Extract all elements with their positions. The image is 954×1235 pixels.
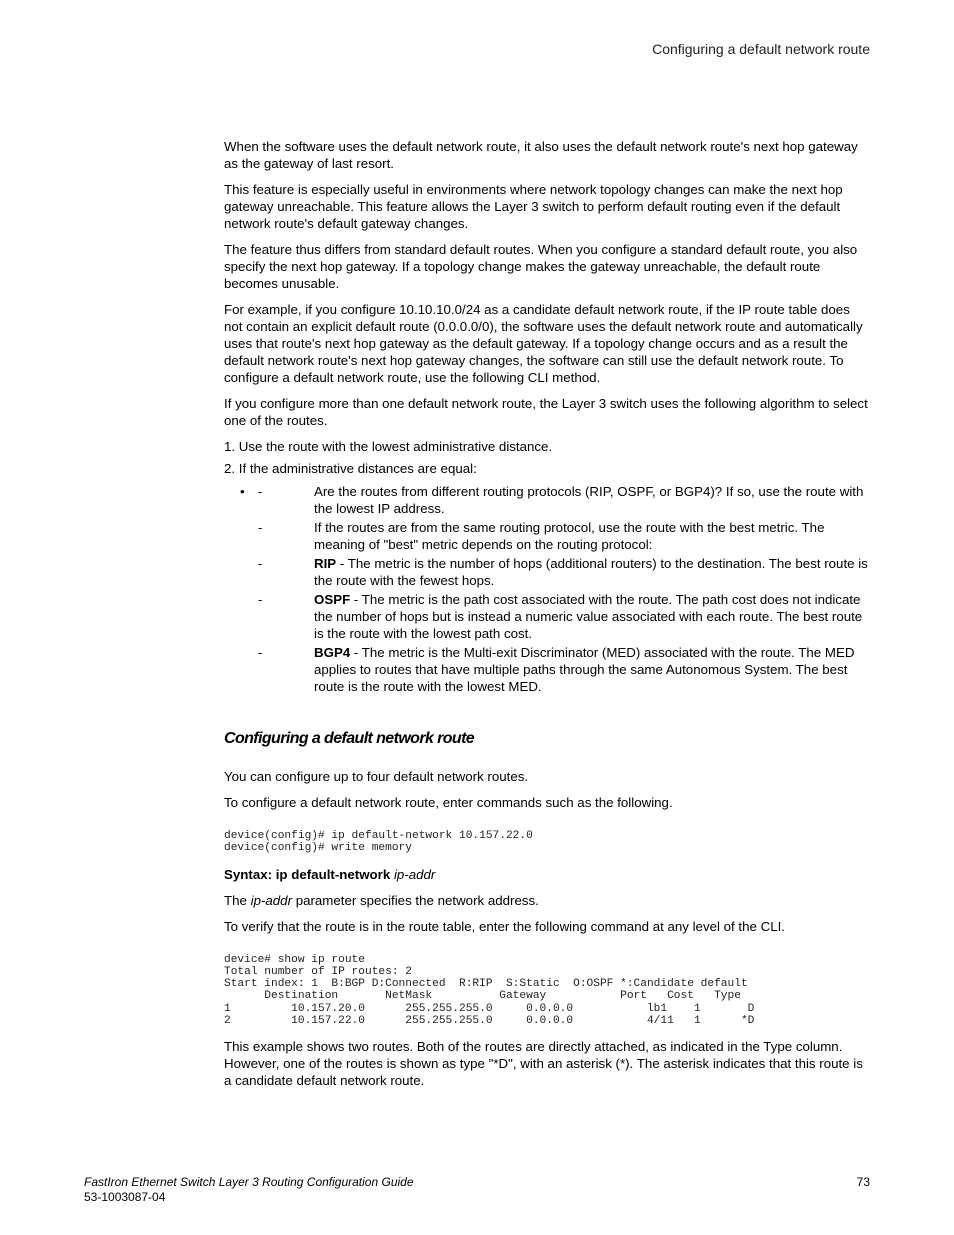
page-body xyxy=(224,138,870,1098)
syntax-param: ip-addr xyxy=(393,866,436,882)
intro-paragraph: For example, if you configure 10.10.10.0/24 as a candidate default network route, if the IP route table does not contain an explicit default route (0.0.0.0/0), the software uses the default network route and automatically uses that route's next hop gateway as the default gateway. If a topology change occurs and as a result the default network route's next hop gateway changes, the software can still use the default network route. To configure a default network route, use the following CLI method. xyxy=(224,302,863,385)
section-paragraph: This example shows two routes. Both of the routes are directly attached, as indicated in the Type column. However, one of the routes is shown as type "*D", with an asterisk (*). The asterisk indicates that this route is a candidate default network route. xyxy=(224,1039,863,1089)
section-heading: Configuring a default network route xyxy=(224,730,475,747)
param-post-text: parameter specifies the network address. xyxy=(292,892,539,908)
section-paragraph: To configure a default network route, enter commands such as the following. xyxy=(224,795,673,810)
intro-paragraph: This feature is especially useful in environments where network topology changes can make the next hop gateway unreachable. This feature allows the Layer 3 switch to perform default routing even if the default network route's default gateway changes. xyxy=(224,182,843,231)
criteria-text: If the routes are from the same routing protocol, use the route with the best metric. The meaning of "best" metric depends on the routing protocol: xyxy=(314,520,825,552)
intro-paragraph: If you configure more than one default network route, the Layer 3 switch uses the following algorithm to select one of the routes. xyxy=(224,396,868,428)
param-name: ip-addr xyxy=(250,892,292,908)
criteria-text: Are the routes from different routing protocols (RIP, OSPF, or BGP4)? If so, use the route with the lowest IP address. xyxy=(314,484,864,516)
criteria-term: RIP xyxy=(314,556,337,571)
criteria-item xyxy=(224,644,870,695)
guide-title: FastIron Ethernet Switch Layer 3 Routing Configuration Guide xyxy=(84,1175,414,1189)
criteria-text: - The metric is the number of hops (additional routers) to the destination. The best route is the route with the fewest hops. xyxy=(314,556,868,588)
document-number: 53-1003087-04 xyxy=(84,1190,166,1204)
bullet-mark: • xyxy=(240,484,245,499)
parameter-description xyxy=(224,892,870,909)
dash-mark: - xyxy=(258,484,263,499)
section-paragraph: To verify that the route is in the route table, enter the following command at any level of the CLI. xyxy=(224,918,785,934)
criteria-list xyxy=(224,483,870,695)
criteria-item xyxy=(224,555,870,589)
page-number: 73 xyxy=(856,1175,870,1189)
intro-paragraph: The feature thus differs from standard default routes. When you configure a standard default route, you also specify the next hop gateway. If a topology change makes the gateway unreachable, the default route becomes unusable. xyxy=(224,242,858,291)
criteria-item xyxy=(224,519,870,553)
syntax-label: Syntax: ip default-network xyxy=(224,866,394,882)
criteria-term: BGP4 xyxy=(314,645,351,660)
step-item: 2. If the administrative distances are equal: xyxy=(224,461,477,476)
dash-mark: - xyxy=(258,645,263,660)
dash-mark: - xyxy=(258,592,263,607)
dash-mark: - xyxy=(258,520,263,535)
intro-paragraph: When the software uses the default network route, it also uses the default network route's next hop gateway as the gateway of last resort. xyxy=(224,139,858,171)
criteria-item xyxy=(224,591,870,642)
param-pre-text: The xyxy=(224,892,251,908)
criteria-term: OSPF xyxy=(314,592,351,607)
dash-mark: - xyxy=(258,556,263,571)
page-footer xyxy=(84,1175,414,1205)
algorithm-steps xyxy=(224,438,870,477)
section-paragraph: You can configure up to four default network routes. xyxy=(224,769,529,784)
code-example-config: device(config)# ip default-network 10.157.22.0 device(config)# write memory xyxy=(224,830,533,855)
criteria-item xyxy=(224,483,870,517)
syntax-line xyxy=(224,866,870,883)
criteria-text: - The metric is the Multi-exit Discriminator (MED) associated with the route. The MED applies to routes that have multiple paths through the same Autonomous System. The best route is the route with the lowest MED. xyxy=(314,645,855,694)
step-item: 1. Use the route with the lowest administrative distance. xyxy=(224,439,553,454)
code-example-show-route: device# show ip route Total number of IP routes: 2 Start index: 1 B:BGP D:Connected R:RIP S:Static O:OSPF *:Candidate default Destination NetMask Gateway Port Cost Type 1 10.157.20.0 255.255.255.0 0.0.0.0 lb1 1 D 2 10.157.22.0 255.255.255.0 0.0.0.0 4/11 1 *D xyxy=(224,953,755,1028)
criteria-text: - The metric is the path cost associated with the route. The path cost does not indicate the number of hops but is instead a numeric value associated with each route. The best route is the route with the lowest path cost. xyxy=(314,592,863,641)
running-header: Configuring a default network route xyxy=(652,41,870,57)
